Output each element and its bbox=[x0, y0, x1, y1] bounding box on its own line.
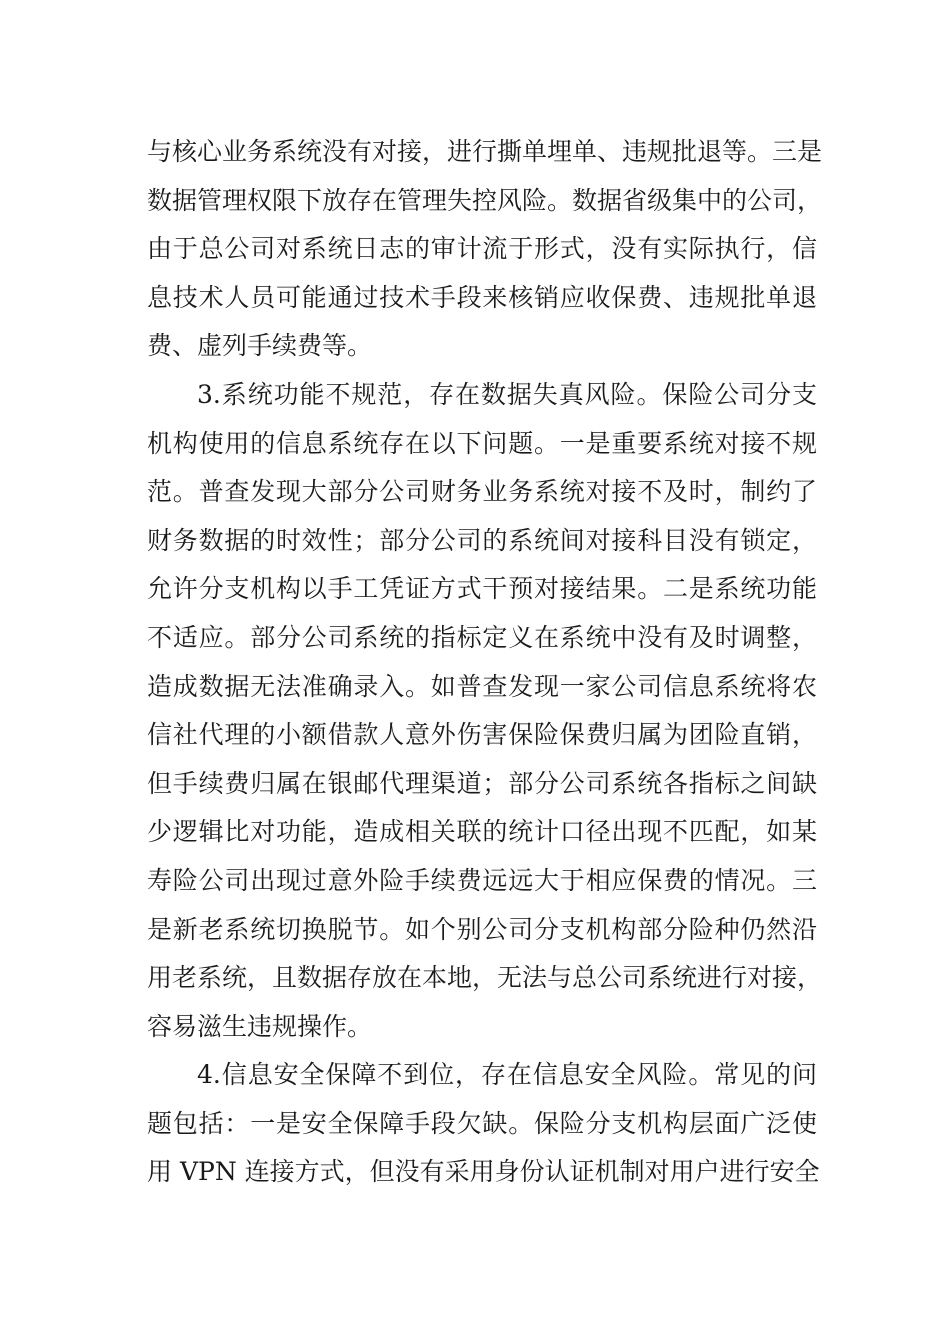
text-line: 数据管理权限下放存在管理失控风险。数据省级集中的公司， bbox=[147, 185, 823, 215]
text-line: 容易滋生违规操作。 bbox=[147, 1011, 373, 1041]
paragraph-3 bbox=[147, 1051, 820, 1197]
text-line: 允许分支机构以手工凭证方式干预对接结果。二是系统功能 bbox=[147, 574, 817, 604]
text-line: 不适应。部分公司系统的指标定义在系统中没有及时调整， bbox=[147, 622, 817, 652]
text-line: 机构使用的信息系统存在以下问题。一是重要系统对接不规 bbox=[147, 428, 817, 458]
text-line: 与核心业务系统没有对接，进行撕单埋单、违规批退等。三是 bbox=[147, 137, 823, 166]
text-line: 由于总公司对系统日志的审计流于形式，没有实际执行，信 bbox=[147, 234, 817, 264]
text-line: 用 VPN 连接方式，但没有采用身份认证机制对用户进行安全 bbox=[147, 1157, 820, 1187]
text-line: 息技术人员可能通过技术手段来核销应收保费、违规批单退 bbox=[147, 282, 817, 312]
text-line: 寿险公司出现过意外险手续费远远大于相应保费的情况。三 bbox=[147, 865, 817, 895]
text-line: 用老系统，且数据存放在本地，无法与总公司系统进行对接， bbox=[147, 963, 823, 993]
text-line: 造成数据无法准确录入。如普查发现一家公司信息系统将农 bbox=[147, 671, 817, 701]
text-line: 题包括：一是安全保障手段欠缺。保险分支机构层面广泛使 bbox=[147, 1108, 817, 1138]
paragraph-1 bbox=[147, 128, 823, 371]
paragraph-2 bbox=[147, 371, 823, 1051]
text-line: 4.信息安全保障不到位，存在信息安全风险。常见的问 bbox=[197, 1060, 817, 1090]
document-body bbox=[147, 128, 823, 1197]
text-line: 是新老系统切换脱节。如个别公司分支机构部分险种仍然沿 bbox=[147, 914, 817, 944]
text-line: 信社代理的小额借款人意外伤害保险保费归属为团险直销， bbox=[147, 720, 817, 750]
text-line: 财务数据的时效性；部分公司的系统间对接科目没有锁定， bbox=[147, 525, 817, 555]
text-line: 范。普查发现大部分公司财务业务系统对接不及时，制约了 bbox=[147, 477, 817, 507]
text-line: 少逻辑比对功能，造成相关联的统计口径出现不匹配，如某 bbox=[147, 817, 817, 847]
text-line: 3.系统功能不规范，存在数据失真风险。保险公司分支 bbox=[197, 379, 817, 409]
text-line: 但手续费归属在银邮代理渠道；部分公司系统各指标之间缺 bbox=[147, 768, 817, 798]
text-line: 费、虚列手续费等。 bbox=[147, 331, 373, 361]
